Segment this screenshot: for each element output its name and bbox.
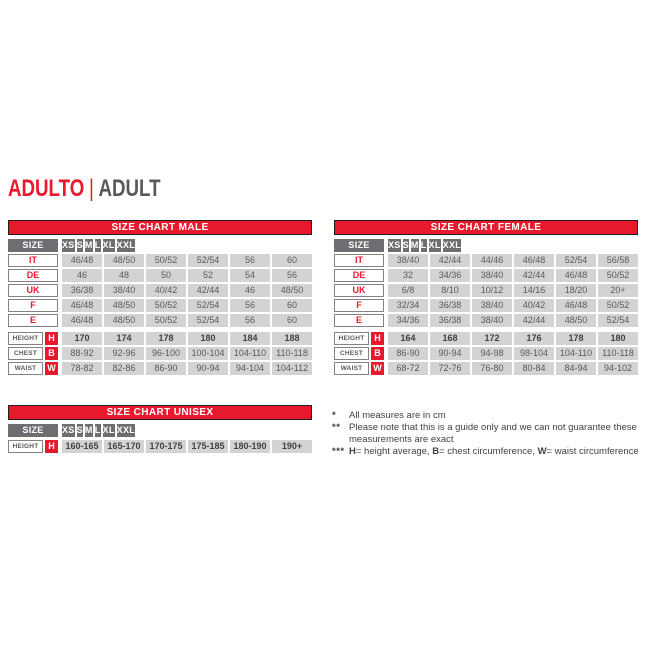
size-value: 52/54 — [188, 314, 228, 327]
size-value: 50/52 — [146, 299, 186, 312]
row-label-it: IT — [334, 254, 384, 267]
size-value: 56 — [230, 299, 270, 312]
measure-value: 104-112 — [272, 362, 312, 375]
table-body-unisex — [8, 424, 312, 453]
measure-label-waist: WAIST — [334, 362, 369, 375]
size-value: 6/8 — [388, 284, 428, 297]
measure-label-height: HEIGHT — [8, 332, 43, 345]
size-value: 40/42 — [146, 284, 186, 297]
size-value: 42/44 — [514, 314, 554, 327]
size-value: 52 — [188, 269, 228, 282]
measure-value: 94-102 — [598, 362, 638, 375]
table-title-unisex: SIZE CHART UNISEX — [8, 405, 312, 420]
legend-h: H — [349, 446, 356, 457]
size-value: 46 — [62, 269, 102, 282]
size-value: 34/36 — [388, 314, 428, 327]
legend-h-desc: = height average, — [355, 446, 433, 457]
size-value: 44/46 — [472, 254, 512, 267]
measure-row-waist — [8, 362, 312, 375]
row-label-de: DE — [334, 269, 384, 282]
measure-row-chest — [8, 347, 312, 360]
size-row-e — [334, 314, 638, 327]
column-header-xs: XS — [62, 425, 75, 435]
column-header-s: S — [76, 425, 83, 435]
size-value: 48 — [104, 269, 144, 282]
measure-value: 104-110 — [230, 347, 270, 360]
measure-value: 98-104 — [514, 347, 554, 360]
size-row-de — [8, 269, 312, 282]
row-label-uk: UK — [8, 284, 58, 297]
size-value: 50/52 — [598, 299, 638, 312]
column-header-row — [334, 239, 638, 252]
size-row-it — [8, 254, 312, 267]
page-title-divider: | — [88, 175, 94, 202]
measure-label-wrap — [8, 440, 58, 453]
size-value: 46 — [230, 284, 270, 297]
size-chart-female-table — [334, 220, 638, 375]
measure-value: 178 — [146, 332, 186, 345]
column-header-m: M — [410, 240, 419, 250]
size-value: 42/44 — [430, 254, 470, 267]
measure-label-wrap — [334, 362, 384, 375]
table-title-male: SIZE CHART MALE — [8, 220, 312, 235]
measure-key-h: H — [45, 332, 58, 345]
legend-w: W — [537, 446, 547, 457]
size-row-f — [8, 299, 312, 312]
size-value: 50/52 — [146, 314, 186, 327]
footnotes — [332, 410, 640, 458]
measure-value: 68-72 — [388, 362, 428, 375]
measure-value: 92-96 — [104, 347, 144, 360]
column-header-l: L — [94, 240, 101, 250]
size-value: 48/50 — [104, 314, 144, 327]
measure-value: 176 — [514, 332, 554, 345]
footnote-legend — [332, 446, 640, 458]
column-header-l: L — [94, 425, 101, 435]
size-chart-unisex-table — [8, 405, 312, 453]
size-value: 50/52 — [598, 269, 638, 282]
size-value: 46/48 — [62, 314, 102, 327]
row-label-de: DE — [8, 269, 58, 282]
size-value: 32 — [388, 269, 428, 282]
legend-b-desc: = chest circumference, — [439, 446, 538, 457]
size-value: 10/12 — [472, 284, 512, 297]
measure-value: 180-190 — [230, 440, 270, 453]
measure-label-chest: CHEST — [8, 347, 43, 360]
measure-label-wrap — [8, 332, 58, 345]
size-value: 48/50 — [272, 284, 312, 297]
measure-label-waist: WAIST — [8, 362, 43, 375]
footnote-guide-only — [332, 422, 640, 446]
column-header-xs: XS — [388, 240, 401, 250]
size-value: 38/40 — [104, 284, 144, 297]
legend-w-desc: = waist circumference — [546, 446, 639, 457]
row-label-f: F — [334, 299, 384, 312]
measure-row-waist — [334, 362, 638, 375]
size-value: 52/54 — [598, 314, 638, 327]
column-header-xxl: XXL — [116, 425, 136, 435]
footnote-text — [349, 446, 640, 458]
measure-value: 94-104 — [230, 362, 270, 375]
column-header-l: L — [420, 240, 427, 250]
table-title-female: SIZE CHART FEMALE — [334, 220, 638, 235]
footnote-text: Please note that this is a guide only and we can not guarantee these measurements are exact — [349, 422, 637, 445]
size-value: 54 — [230, 269, 270, 282]
column-header-m: M — [84, 240, 93, 250]
size-value: 56 — [230, 314, 270, 327]
size-value: 38/40 — [472, 314, 512, 327]
row-label-uk: UK — [334, 284, 384, 297]
size-value: 46/48 — [514, 254, 554, 267]
size-row-uk — [334, 284, 638, 297]
measure-value: 170 — [62, 332, 102, 345]
size-value: 36/38 — [62, 284, 102, 297]
size-value: 52/54 — [188, 299, 228, 312]
measure-key-h: H — [371, 332, 384, 345]
row-label-f: F — [8, 299, 58, 312]
size-value: 40/42 — [514, 299, 554, 312]
footnote-measures-cm — [332, 410, 640, 422]
size-row-de — [334, 269, 638, 282]
measure-value: 180 — [188, 332, 228, 345]
measure-value: 180 — [598, 332, 638, 345]
measure-value: 178 — [556, 332, 596, 345]
column-header-xl: XL — [428, 240, 441, 250]
column-header-row — [8, 424, 312, 437]
measure-value: 174 — [104, 332, 144, 345]
page-title-secondary: ADULT — [98, 175, 161, 202]
size-value: 38/40 — [472, 269, 512, 282]
size-value: 46/48 — [556, 269, 596, 282]
measure-value: 110-118 — [598, 347, 638, 360]
table-body-male — [8, 239, 312, 375]
footnote-marker: *** — [332, 446, 345, 457]
page-title-primary: ADULTO — [8, 175, 85, 202]
measure-value: 190+ — [272, 440, 312, 453]
measure-key-b: B — [45, 347, 58, 360]
measure-value: 80-84 — [514, 362, 554, 375]
size-value: 56 — [272, 269, 312, 282]
size-row-uk — [8, 284, 312, 297]
size-value: 38/40 — [388, 254, 428, 267]
measure-row-height — [334, 332, 638, 345]
measure-row-height — [8, 440, 312, 453]
measure-key-b: B — [371, 347, 384, 360]
measure-label-wrap — [8, 362, 58, 375]
measure-row-chest — [334, 347, 638, 360]
size-value: 20+ — [598, 284, 638, 297]
column-header-s: S — [76, 240, 83, 250]
measure-value: 100-104 — [188, 347, 228, 360]
measure-value: 88-92 — [62, 347, 102, 360]
size-value: 36/38 — [430, 299, 470, 312]
measure-value: 188 — [272, 332, 312, 345]
page-title — [8, 177, 161, 201]
size-chart-male-table — [8, 220, 312, 375]
row-label-it: IT — [8, 254, 58, 267]
size-value: 14/16 — [514, 284, 554, 297]
column-header-s: S — [402, 240, 409, 250]
size-value: 32/34 — [388, 299, 428, 312]
measure-value: 184 — [230, 332, 270, 345]
column-header-xxl: XXL — [116, 240, 136, 250]
measure-value: 78-82 — [62, 362, 102, 375]
measure-value: 86-90 — [388, 347, 428, 360]
size-value: 56 — [230, 254, 270, 267]
footnote-text: All measures are in cm — [349, 410, 446, 421]
size-value: 50/52 — [146, 254, 186, 267]
measure-value: 170-175 — [146, 440, 186, 453]
size-value: 42/44 — [514, 269, 554, 282]
column-header-xxl: XXL — [442, 240, 462, 250]
size-value: 50 — [146, 269, 186, 282]
size-value: 38/40 — [472, 299, 512, 312]
size-value: 48/50 — [104, 299, 144, 312]
column-header-row — [8, 239, 312, 252]
size-value: 18/20 — [556, 284, 596, 297]
measure-value: 76-80 — [472, 362, 512, 375]
row-label-e: E — [8, 314, 58, 327]
size-value: 46/48 — [62, 299, 102, 312]
column-header-size: SIZE — [334, 239, 384, 252]
measure-value: 90-94 — [430, 347, 470, 360]
measure-value: 160-165 — [62, 440, 102, 453]
column-header-size: SIZE — [8, 424, 58, 437]
footnote-marker: * — [332, 410, 337, 421]
measure-label-wrap — [334, 347, 384, 360]
size-value: 52/54 — [556, 254, 596, 267]
size-value: 36/38 — [430, 314, 470, 327]
measure-label-wrap — [334, 332, 384, 345]
measure-value: 82-86 — [104, 362, 144, 375]
column-header-size: SIZE — [8, 239, 58, 252]
size-value: 8/10 — [430, 284, 470, 297]
column-header-m: M — [84, 425, 93, 435]
measure-key-w: W — [45, 362, 58, 375]
size-value: 42/44 — [188, 284, 228, 297]
measure-key-w: W — [371, 362, 384, 375]
measure-label-height: HEIGHT — [8, 440, 43, 453]
measure-value: 90-94 — [188, 362, 228, 375]
row-label-e: E — [334, 314, 384, 327]
size-row-e — [8, 314, 312, 327]
measure-label-wrap — [8, 347, 58, 360]
size-value: 46/48 — [62, 254, 102, 267]
measure-value: 84-94 — [556, 362, 596, 375]
measure-value: 175-185 — [188, 440, 228, 453]
footnote-marker: ** — [332, 422, 341, 433]
measure-value: 86-90 — [146, 362, 186, 375]
measure-value: 172 — [472, 332, 512, 345]
size-value: 56/58 — [598, 254, 638, 267]
measure-value: 165-170 — [104, 440, 144, 453]
measure-value: 168 — [430, 332, 470, 345]
legend-b: B — [432, 446, 440, 457]
table-body-female — [334, 239, 638, 375]
measure-value: 94-98 — [472, 347, 512, 360]
measure-value: 96-100 — [146, 347, 186, 360]
measure-value: 164 — [388, 332, 428, 345]
measure-value: 104-110 — [556, 347, 596, 360]
size-value: 34/36 — [430, 269, 470, 282]
size-value: 46/48 — [556, 299, 596, 312]
column-header-xs: XS — [62, 240, 75, 250]
size-value: 48/50 — [556, 314, 596, 327]
measure-label-chest: CHEST — [334, 347, 369, 360]
size-value: 52/54 — [188, 254, 228, 267]
size-row-it — [334, 254, 638, 267]
size-value: 60 — [272, 314, 312, 327]
size-value: 60 — [272, 299, 312, 312]
size-value: 60 — [272, 254, 312, 267]
column-header-xl: XL — [102, 240, 115, 250]
size-value: 48/50 — [104, 254, 144, 267]
column-header-xl: XL — [102, 425, 115, 435]
measure-value: 72-76 — [430, 362, 470, 375]
size-row-f — [334, 299, 638, 312]
measure-value: 110-118 — [272, 347, 312, 360]
measure-row-height — [8, 332, 312, 345]
measure-key-h: H — [45, 440, 58, 453]
measure-label-height: HEIGHT — [334, 332, 369, 345]
